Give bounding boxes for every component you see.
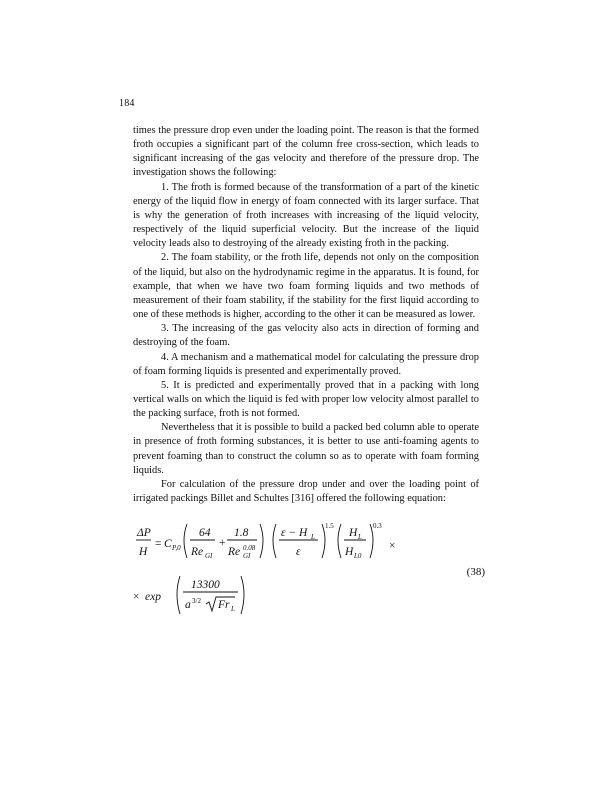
exp-denominator-fr-subscript: L [231,605,235,613]
paragraph: 1. The froth is formed because of the transformation of a part of the kinetic energy of the liquid flow in energy of foam connected with its larger surface. That is why the generation of froth increases with increasing of the liquid velocity, respectively of the liquid superficial velocity. But the increase of the liquid velocity leads also to destroying of the already existing froth in the packing. [133,181,479,250]
lhs-denominator: H [139,546,148,558]
term4-numerator: H [349,527,358,539]
term1-den-subscript: GI [205,552,213,560]
term3-numerator: ε − H [281,527,308,539]
exp-denominator-fr: Fr [218,599,230,611]
term4-exponent: 0.3 [373,522,382,530]
exp-denominator-a-exponent: 3/2 [192,597,201,605]
left-paren-2 [273,524,276,558]
term3-exponent: 1.5 [325,522,334,530]
term2-den-superscript: 0.08 [243,544,256,552]
exp-function: exp [145,591,161,603]
equation-number: (38) [466,566,485,578]
equation-38 [133,522,485,620]
right-paren-1 [260,524,263,558]
paragraph: 4. A mechanism and a mathematical model for calculating the pressure drop of foam forming liquids is presented and experimentally proved. [133,351,479,377]
paragraph: 5. It is predicted and experimentally proved that in a packing with long vertical walls on which the liquid is fed with proper low velocity almost parallel to the packing surface, froth is not formed. [133,379,479,420]
coefficient-subscript: P,0 [172,544,181,552]
left-paren-1 [184,524,187,558]
body-text [133,124,479,506]
term3-denominator: ε [296,546,301,558]
plus-sign: + [219,537,226,549]
term2-numerator: 1.8 [234,527,249,539]
coefficient: C [164,538,172,550]
term2-denominator: Re [228,546,241,558]
times-sign: × [389,540,396,552]
paragraph: 3. The increasing of the gas velocity also acts in direction of forming and destroying of the foam. [133,323,479,349]
lhs-numerator: ΔP [137,527,151,539]
term1-numerator: 64 [199,527,211,539]
page-number: 184 [119,98,135,109]
equals-sign: = [155,538,162,550]
paragraph: Nevertheless that it is possible to build a packed bed column able to operate in presence of froth forming substances, it is better to use anti-foaming agents to prevent foaming than to construct the column so as to operate with foam forming liquids. [133,422,479,476]
term4-denominator: H [345,546,354,558]
term4-den-subscript: L0 [354,552,362,560]
term4-num-subscript: L [358,533,362,541]
term2-den-subscript: GI [243,552,251,560]
paragraph: times the pressure drop even under the loading point. The reason is that the formed froth occupies a significant part of the column free cross-section, which leads to significant increasing of the gas velocity and therefore of the pressure drop. The investigation shows the following: [133,125,479,179]
left-paren-exp [177,576,180,614]
paragraph: 2. The foam stability, or the froth life, depends not only on the composition of the liquid, but also on the hydrodynamic regime in the apparatus. It is found, for example, that when we have two foam forming liquids and two methods of measurement of their foam stability, if the stability for the first liquid according to one of these methods is higher, according to the other it can be measured as lower. [133,252,479,321]
times-sign-2: × [133,591,140,603]
paragraph: For calculation of the pressure drop under and over the loading point of irrigated packings Billet and Schultes [316] offered the following equation: [133,478,479,505]
exp-denominator-a: a [185,599,191,611]
left-paren-3 [338,524,341,558]
term1-denominator: Re [191,546,204,558]
exp-numerator: 13300 [191,579,220,591]
right-paren-exp [241,576,244,614]
term3-num-subscript: L [311,533,315,541]
